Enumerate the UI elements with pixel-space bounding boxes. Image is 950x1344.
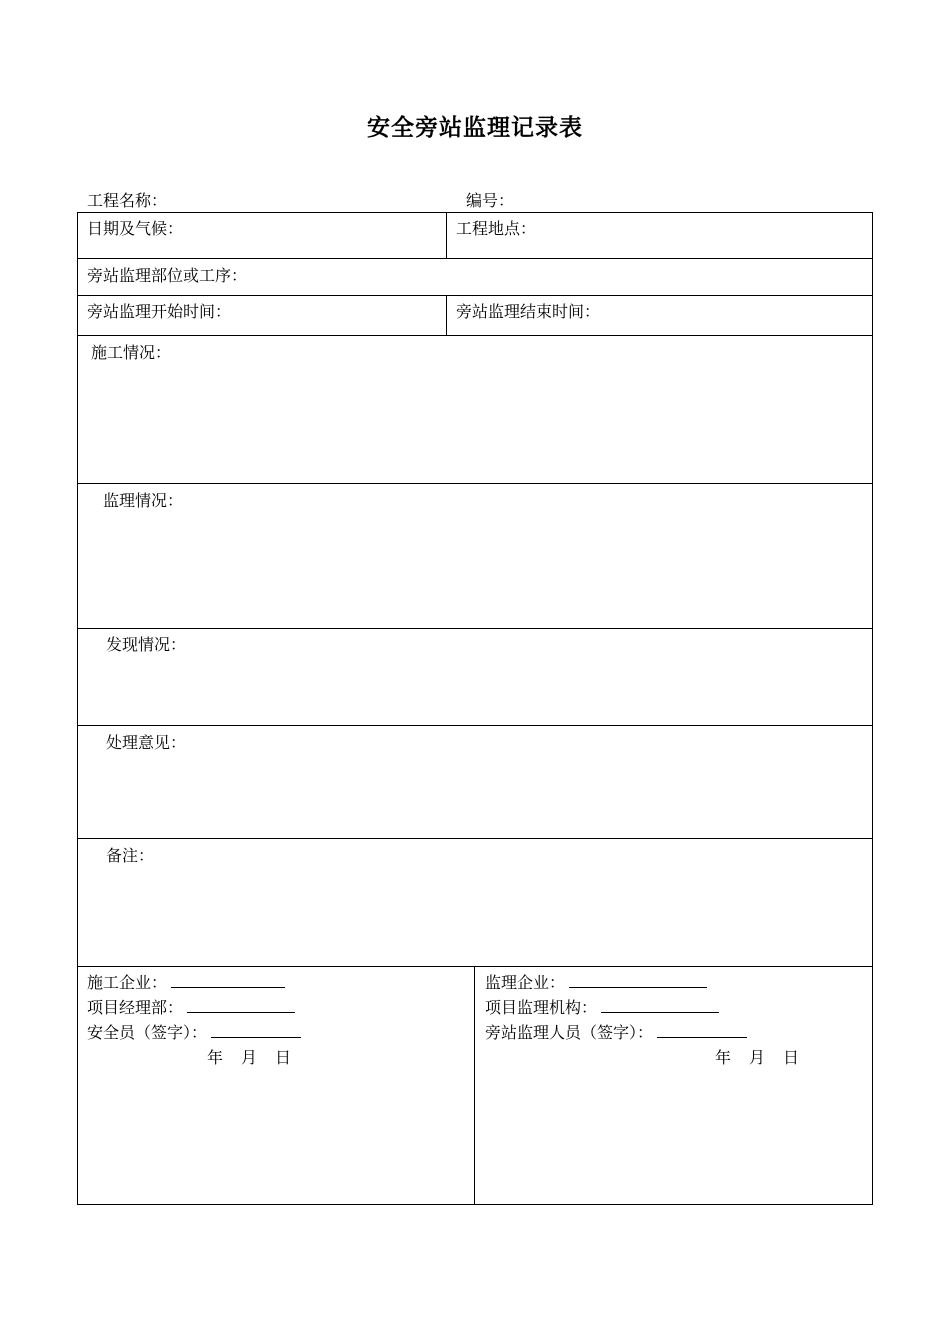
left-day-label: 日 xyxy=(275,1048,292,1067)
number-label: 编号： xyxy=(466,191,515,210)
start-time-label: 旁站监理开始时间： xyxy=(87,302,232,321)
project-dept-line xyxy=(187,998,295,1013)
date-weather-label: 日期及气候： xyxy=(87,219,184,238)
right-date xyxy=(715,1045,817,1068)
part-process-label: 旁站监理部位或工序： xyxy=(87,266,248,285)
supervision-agency-label: 项目监理机构： xyxy=(485,998,598,1017)
supervision-agency-field xyxy=(485,995,719,1018)
supervisor-line xyxy=(657,1023,747,1038)
remarks-label: 备注： xyxy=(106,846,155,865)
right-day-label: 日 xyxy=(783,1048,800,1067)
end-time-label: 旁站监理结束时间： xyxy=(456,302,601,321)
supervisor-field xyxy=(485,1020,747,1043)
right-month-label: 月 xyxy=(749,1048,766,1067)
supervision-label: 监理情况： xyxy=(103,491,184,510)
supervision-company-line xyxy=(569,973,707,988)
left-month-label: 月 xyxy=(241,1048,258,1067)
project-name-label: 工程名称： xyxy=(87,191,168,210)
findings-label: 发现情况： xyxy=(106,635,187,654)
construction-company-field xyxy=(87,970,285,993)
supervision-company-field xyxy=(485,970,707,993)
project-dept-field xyxy=(87,995,295,1018)
location-label: 工程地点： xyxy=(456,219,537,238)
left-year-label: 年 xyxy=(207,1048,224,1067)
handling-label: 处理意见： xyxy=(106,733,187,752)
safety-officer-line xyxy=(211,1023,301,1038)
safety-officer-field xyxy=(87,1020,301,1043)
supervision-agency-line xyxy=(601,998,719,1013)
right-year-label: 年 xyxy=(715,1048,732,1067)
construction-label: 施工情况： xyxy=(91,343,172,362)
construction-company-line xyxy=(171,973,285,988)
left-date xyxy=(207,1045,309,1068)
supervision-company-label: 监理企业： xyxy=(485,973,566,992)
project-dept-label: 项目经理部： xyxy=(87,998,184,1017)
page-title: 安全旁站监理记录表 xyxy=(367,114,583,141)
safety-officer-label: 安全员（签字）： xyxy=(87,1023,208,1042)
supervisor-label: 旁站监理人员（签字）： xyxy=(485,1023,654,1042)
construction-company-label: 施工企业： xyxy=(87,973,168,992)
